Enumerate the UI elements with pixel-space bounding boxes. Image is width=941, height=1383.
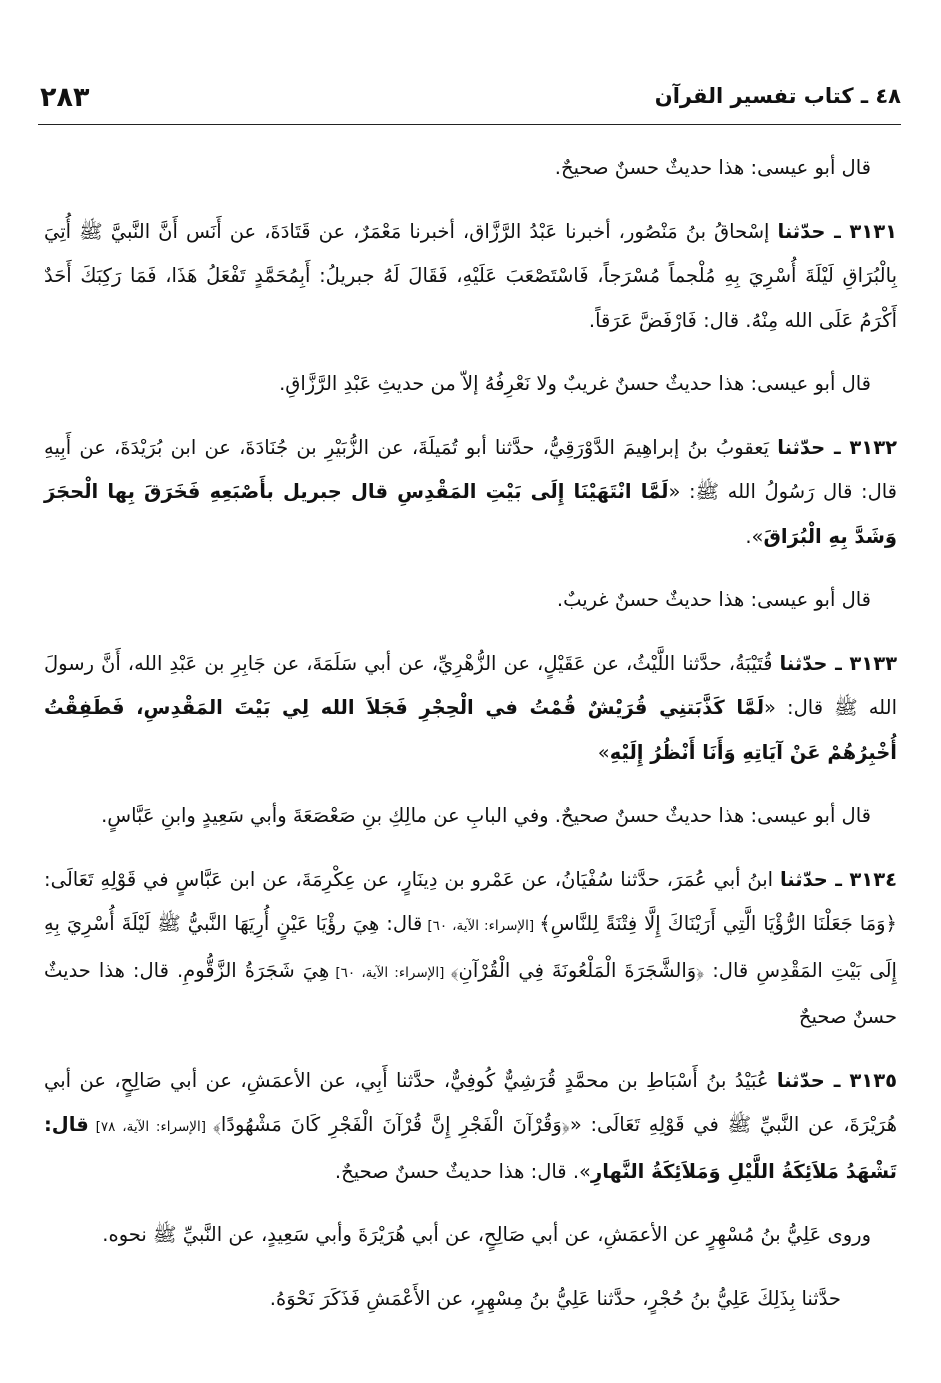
verse-citation: [الإسراء: الآية، ٦٠] (422, 918, 540, 934)
page-header (40, 84, 901, 120)
verdict-paragraph: قال أبو عيسى: هذا حديثٌ حسنٌ صحيحٌ. (554, 156, 871, 179)
haddathana-keyword: حدّثنا (776, 1068, 825, 1092)
prophetic-quote: تَشْهَدُ مَلاَئِكَةُ اللَّيْلِ وَمَلاَئِكَةُ النَّهارِ (590, 1159, 897, 1183)
verdict-paragraph: قال أبو عيسى: هذا حديثٌ حسنٌ صحيحٌ. وفي البابِ عن مالِكِ بنِ صَعْصَعَةَ وأبي سَعِيدٍ وابنِ عَبَّاسٍ. (101, 804, 871, 827)
number-separator: ـ (825, 435, 850, 459)
quran-verse: ﴿وَقُرْآنَ الْفَجْرِ إِنَّ قُرْآنَ الْفَجْرِ كَانَ مَشْهُودًا﴾ (212, 1113, 570, 1136)
hadith-number: ٣١٣١ (849, 219, 897, 243)
haddathana-keyword: حدّثنا (779, 651, 828, 675)
hadith-number: ٣١٣٢ (849, 435, 897, 459)
prophetic-quote: لَمَّا انْتَهَيْنَا إِلَى بَيْتِ المَقْدِسِ قال جبريل بأَصْبَعِهِ فَخَرَقَ بِها الْحجَرَ وَشَدَّ بِهِ الْبُرَاقَ (44, 480, 897, 548)
hadith-text: ». قال: هذا حديثٌ حسنٌ صحيحٌ. (334, 1159, 591, 1183)
qal-keyword: قال: (44, 1113, 89, 1136)
header-divider (38, 124, 901, 125)
number-separator: ـ (824, 1068, 850, 1092)
hadith-3135 (44, 1059, 897, 1195)
hadith-3133 (44, 642, 897, 776)
narration-note: حدَّثنا بِذَلِكَ عَلِيُّ بنُ حُجْرٍ، حدَّثنا عَلِيُّ بنُ مِسْهِرٍ، عن الأَعْمَشِ فَذَكَرَ نَحْوَهُ. (269, 1286, 841, 1310)
page-number: ٢٨٣ (40, 82, 90, 113)
verse-citation: [الإسراء: الآية، ٧٨] (88, 1119, 213, 1135)
hadith-3134 (44, 858, 897, 1040)
number-separator: ـ (827, 867, 850, 891)
number-separator: ـ (825, 219, 850, 243)
quran-verse: ﴿وَمَا جَعَلْنَا الرُّؤْيَا الَّتِي أَرَيْنَاكَ إِلَّا فِتْنَةً لِلنَّاسِ﴾ (539, 912, 897, 935)
quran-verse: ﴿وَالشَّجَرَةَ الْمَلْعُونَةَ فِي الْقُرْآنِ﴾ (450, 958, 705, 982)
haddathana-keyword: حدّثنا (777, 219, 826, 243)
page-body (44, 146, 897, 1340)
hadith-3132 (44, 426, 897, 560)
hadith-3131 (44, 210, 897, 344)
hadith-text: عُبَيْدُ بنُ أَسْبَاطِ بن محمَّدٍ قُرَشِيٌّ كُوفِيٌّ، حدَّثنا أَبِي، عن الأعمَشِ، عن أبي صَالِحٍ، عن أبي هُرَيْرَةَ، عن النَّبيِّ ﷺ في قَوْلِهِ تَعَالَى: « (44, 1068, 897, 1136)
verdict-paragraph: قال أبو عيسى: هذا حديثٌ حسنٌ غريبٌ ولا نَعْرِفُهُ إلاّ من حديثِ عَبْدِ الرَّزَّاقِ. (279, 372, 871, 395)
quote-end: » (597, 740, 610, 764)
verse-citation: [الإسراء: الآية، ٦٠] (329, 964, 451, 981)
verdict-paragraph: قال أبو عيسى: هذا حديثٌ حسنٌ غريبٌ. (556, 588, 871, 611)
quote-end: ». (745, 524, 764, 548)
hadith-text: قال: هِيَ رؤْيَا عَيْنٍ أُرِيَهَا النَّبيُّ ﷺ لَيْلَةَ أُسْرِيَ بِهِ إِلَى بَيْتِ المَقْدِسِ قال: (44, 912, 897, 982)
number-separator: ـ (827, 651, 850, 675)
hadith-text: ابنُ أبي عُمَرَ، حدَّثنا سُفْيَانُ، عن عَمْرو بن دِينَارٍ، عن عِكْرِمَةَ، عن ابن عَبَّاسٍ في قَوْلِهِ تَعَالَى: (44, 867, 780, 891)
haddathana-keyword: حدّثنا (777, 435, 826, 459)
hadith-text: يَعقوبُ بنُ إبراهِيمَ الدَّوْرَقِيُّ، حدَّثنا أبو تُمَيلَةَ، عن الزُّبَيْرِ بن جُنَادَةَ، عن ابن بُرَيْدَةَ، عن أَبِيهِ قال: قال رَسُولُ الله ﷺ: « (44, 435, 897, 503)
hadith-text: هِيَ شَجَرَةُ الزَّقُّومِ. قال: هذا حديثٌ حسنٌ صحيحٌ (44, 958, 897, 1028)
chapter-title: ٤٨ ـ كتاب تفسير القرآن (654, 84, 901, 108)
hadith-text: إسْحاقُ بنُ مَنْصُور، أخبرنا عَبْدُ الرَّزَّاق، أخبرنا مَعْمَرٌ، عن قَتَادَةَ، عن أَنَس أَنَّ النَّبيَّ ﷺ أُتِيَ بِالْبُرَاقِ لَيْلَةَ أُسْرِيَ بِهِ مُلْجماً مُسْرَجاً، فَاسْتَصْعَبَ عَلَيْهِ، فَقَالَ لَهُ جبريلُ: أَبِمُحَمَّدٍ تَفْعَلُ هَذَا، فَمَا رَكِبَكَ أَحَدٌ أَكْرَمُ عَلَى الله مِنْهُ. قال: فَارْفَضَّ عَرَقاً. (44, 219, 897, 332)
hadith-text: قُتَيْبَةُ، حدَّثنا اللَّيْثُ، عن عَقَيْلٍ، عن الزُّهْرِيِّ، عن أبي سَلَمَةَ، عن جَابِرِ بن عَبْدِ الله، أَنَّ رسولَ الله ﷺ قال: « (44, 651, 897, 719)
hadith-number: ٣١٣٤ (849, 867, 898, 891)
haddathana-keyword: حدّثنا (779, 867, 828, 891)
hadith-number: ٣١٣٣ (849, 651, 897, 675)
prophetic-quote: لَمَّا كَذَّبَتنِي قُرَيْشٌ قُمْتُ في الْحِجْرِ فَجَلاَ الله لِي بَيْتَ المَقْدِسِ، فَطَفِقْتُ أُخْبِرُهُمْ عَنْ آيَاتِهِ وَأَنَا أَنْظُرُ إِلَيْهِ (44, 696, 897, 764)
narration-note: وروى عَلِيُّ بنُ مُسْهِرٍ عن الأعمَشِ، عن أبي صَالِحٍ، عن أبي هُرَيْرَةَ وأبي سَعِيدٍ، عن النَّبيِّ ﷺ نحوه. (102, 1223, 871, 1246)
hadith-number: ٣١٣٥ (849, 1068, 898, 1092)
